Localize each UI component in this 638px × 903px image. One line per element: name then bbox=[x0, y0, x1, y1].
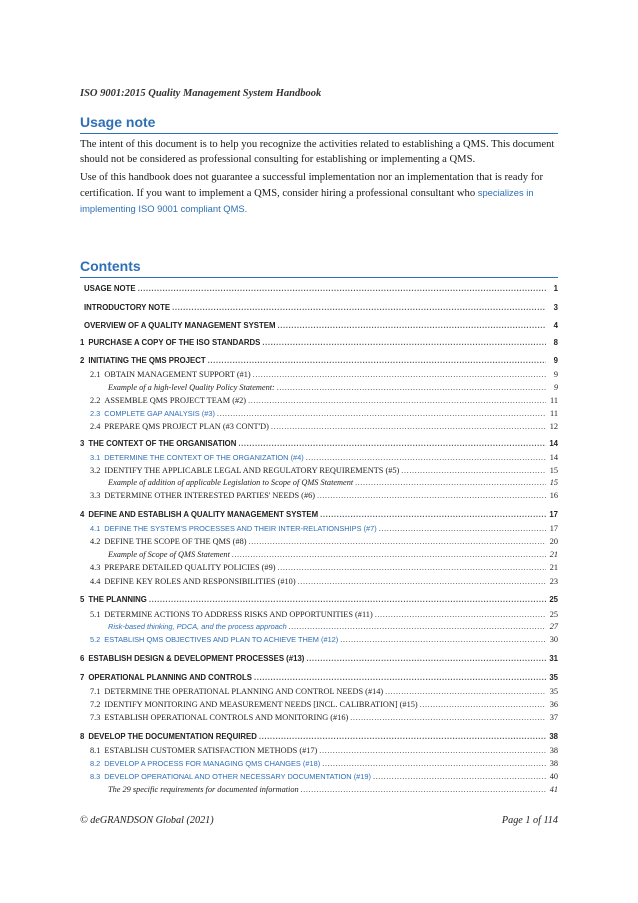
toc-entry[interactable]: 2.1 OBTAIN MANAGEMENT SUPPORT (#1) ..... 9 bbox=[80, 370, 558, 382]
running-header: ISO 9001:2015 Quality Management System Handbook bbox=[80, 88, 322, 99]
toc-entry[interactable]: 4.1 DEFINE THE SYSTEM'S PROCESSES AND THEIR INTER-RELATIONSHIPS (#7) ..... 17 bbox=[80, 524, 558, 536]
toc-entry[interactable]: Risk-based thinking, PDCA, and the process approach ..... 27 bbox=[80, 622, 558, 634]
page-footer bbox=[80, 815, 558, 826]
toc-entry[interactable]: 5.2 ESTABLISH QMS OBJECTIVES AND PLAN TO ACHIEVE THEM (#12) ..... 30 bbox=[80, 635, 558, 647]
usage-paragraph-2-text: Use of this handbook does not guarantee a successful implementation nor an implementation that is ready for certification. If you want to implement a QMS, consider hiring a professional consultant who bbox=[80, 172, 544, 199]
toc-entry[interactable]: The 29 specific requirements for documented information ..... 41 bbox=[80, 785, 558, 797]
toc-entry[interactable]: 4.3 PREPARE DETAILED QUALITY POLICIES (#9) ..... 21 bbox=[80, 563, 558, 575]
toc-entry[interactable]: Example of Scope of QMS Statement ..... 21 bbox=[80, 550, 558, 562]
toc-entry[interactable]: 7 OPERATIONAL PLANNING AND CONTROLS ..... 35 bbox=[80, 673, 558, 685]
toc-entry[interactable]: 7.2 IDENTIFY MONITORING AND MEASUREMENT NEEDS [INCL. CALIBRATION] (#15) ..... 36 bbox=[80, 700, 558, 712]
footer-page-number: Page 1 of 114 bbox=[501, 815, 558, 826]
toc-entry[interactable]: Example of a high-level Quality Policy Statement: ..... 9 bbox=[80, 383, 558, 395]
toc-entry[interactable]: USAGE NOTE ..... 1 bbox=[80, 284, 558, 296]
toc-entry[interactable]: 4 DEFINE AND ESTABLISH A QUALITY MANAGEMENT SYSTEM ..... 17 bbox=[80, 510, 558, 522]
toc-entry[interactable]: 5 THE PLANNING ..... 25 bbox=[80, 595, 558, 607]
usage-note-heading: Usage note bbox=[80, 114, 558, 134]
toc-entry[interactable]: INTRODUCTORY NOTE ..... 3 bbox=[80, 303, 558, 315]
toc-entry[interactable]: 2.3 COMPLETE GAP ANALYSIS (#3) ..... 11 bbox=[80, 409, 558, 421]
toc-entry[interactable]: 7.3 ESTABLISH OPERATIONAL CONTROLS AND MONITORING (#16) ..... 37 bbox=[80, 713, 558, 725]
toc-entry[interactable]: 2.2 ASSEMBLE QMS PROJECT TEAM (#2) ..... 11 bbox=[80, 396, 558, 408]
toc-entry[interactable]: 3.1 DETERMINE THE CONTEXT OF THE ORGANIZATION (#4) ..... 14 bbox=[80, 453, 558, 465]
toc-entry[interactable]: 7.1 DETERMINE THE OPERATIONAL PLANNING AND CONTROL NEEDS (#14) ..... 35 bbox=[80, 687, 558, 699]
usage-paragraph-1: The intent of this document is to help you recognize the activities related to establishing a QMS. This document should not be considered as professional consulting for establishing or implementing a QMS. bbox=[80, 139, 555, 165]
toc-entry[interactable]: 3 THE CONTEXT OF THE ORGANISATION ..... 14 bbox=[80, 439, 558, 451]
toc-entry[interactable]: 8.3 DEVELOP OPERATIONAL AND OTHER NECESSARY DOCUMENTATION (#19) ..... 40 bbox=[80, 772, 558, 784]
toc-entry[interactable]: 6 ESTABLISH DESIGN & DEVELOPMENT PROCESSES (#13) ..... 31 bbox=[80, 654, 558, 666]
toc-entry[interactable]: Example of addition of applicable Legislation to Scope of QMS Statement ..... 15 bbox=[80, 478, 558, 490]
toc-entry[interactable]: 2 INITIATING THE QMS PROJECT ..... 9 bbox=[80, 356, 558, 368]
usage-paragraph-2-link[interactable]: specializes in implementing ISO 9001 compliant QMS. bbox=[80, 187, 534, 214]
toc-entry[interactable]: 4.4 DEFINE KEY ROLES AND RESPONSIBILITIES (#10) ..... 23 bbox=[80, 577, 558, 589]
toc-entry[interactable]: 1 PURCHASE A COPY OF THE ISO STANDARDS ..... 8 bbox=[80, 338, 558, 350]
toc-entry[interactable]: 2.4 PREPARE QMS PROJECT PLAN (#3 CONT'D) ..... 12 bbox=[80, 422, 558, 434]
toc-entry[interactable]: 5.1 DETERMINE ACTIONS TO ADDRESS RISKS AND OPPORTUNITIES (#11) ..... 25 bbox=[80, 610, 558, 622]
toc-entry[interactable]: 8.1 ESTABLISH CUSTOMER SATISFACTION METHODS (#17) ..... 38 bbox=[80, 746, 558, 758]
toc-entry[interactable]: 4.2 DEFINE THE SCOPE OF THE QMS (#8) ..... 20 bbox=[80, 537, 558, 549]
toc-entry[interactable]: 8.2 DEVELOP A PROCESS FOR MANAGING QMS CHANGES (#18) ..... 38 bbox=[80, 759, 558, 771]
toc-entry[interactable]: OVERVIEW OF A QUALITY MANAGEMENT SYSTEM ..... 4 bbox=[80, 321, 558, 333]
toc-entry[interactable]: 3.3 DETERMINE OTHER INTERESTED PARTIES' NEEDS (#6) ..... 16 bbox=[80, 491, 558, 503]
contents-heading: Contents bbox=[80, 258, 558, 278]
toc-entry[interactable]: 8 DEVELOP THE DOCUMENTATION REQUIRED ..... 38 bbox=[80, 732, 558, 744]
usage-paragraph-2 bbox=[80, 170, 558, 217]
toc-entry[interactable]: 3.2 IDENTIFY THE APPLICABLE LEGAL AND REGULATORY REQUIREMENTS (#5) ..... 15 bbox=[80, 466, 558, 478]
footer-copyright: © deGRANDSON Global (2021) bbox=[80, 815, 214, 826]
